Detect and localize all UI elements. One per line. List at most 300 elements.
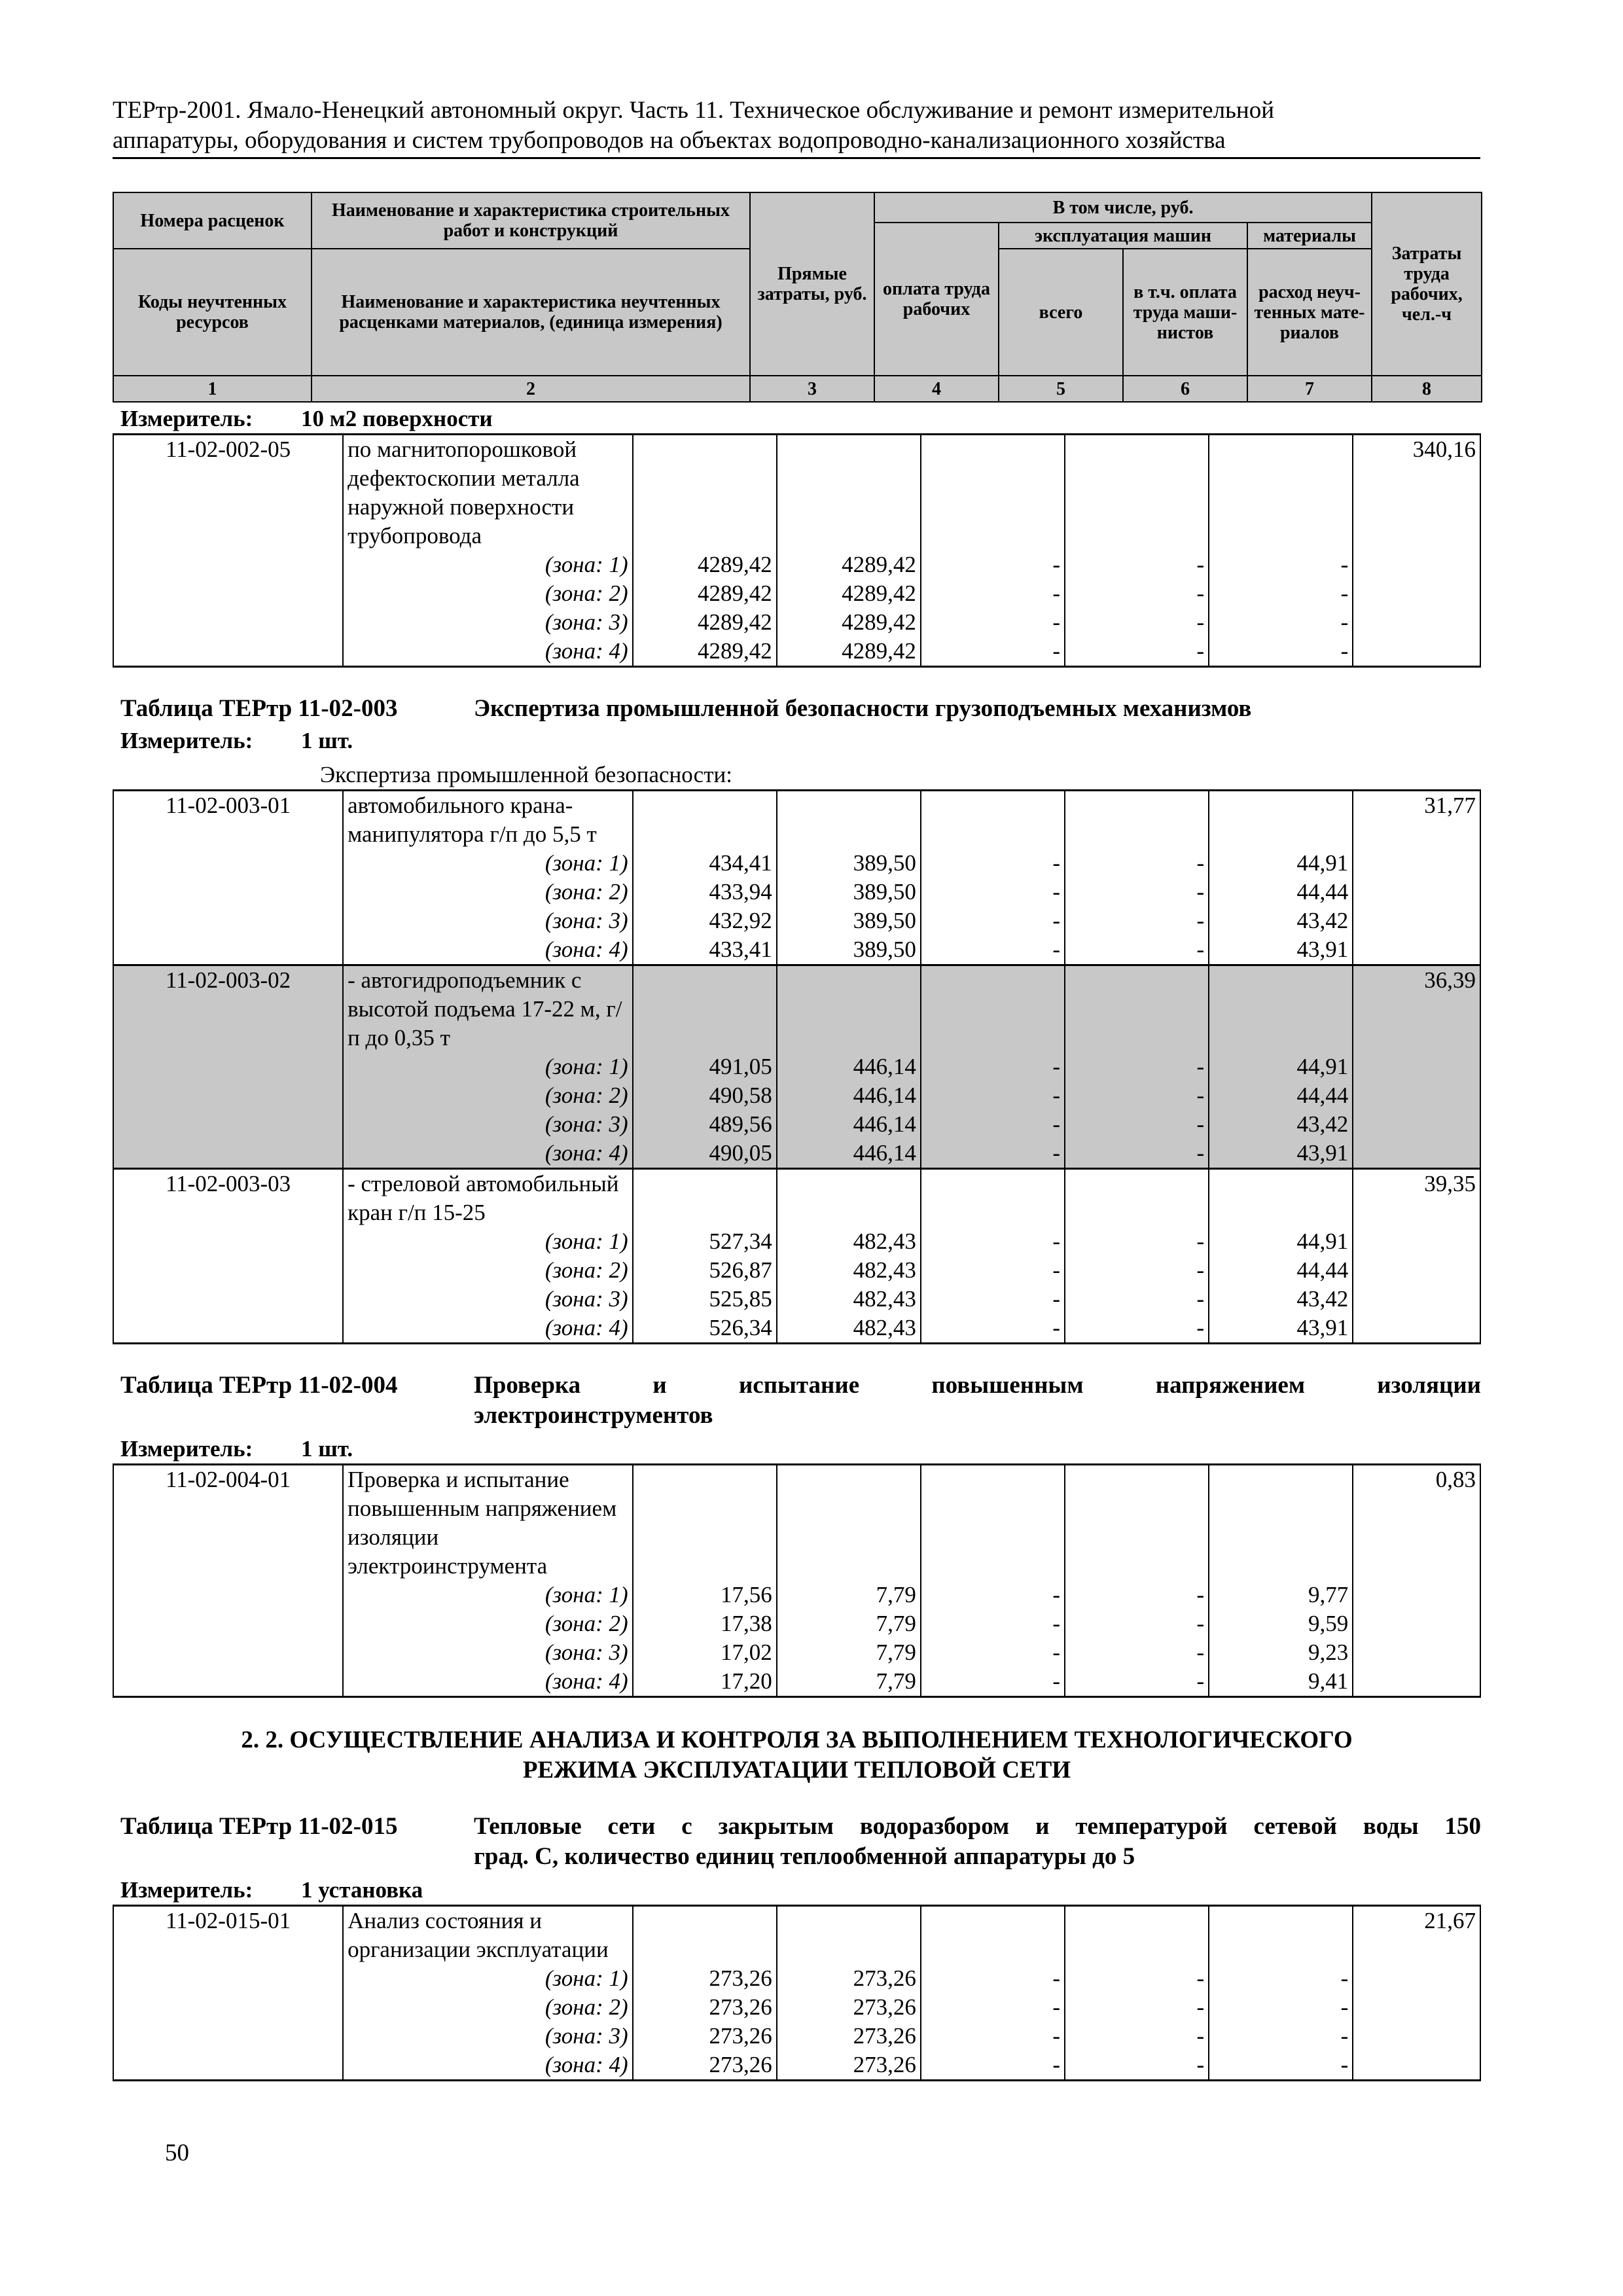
col-2-bottom: Наименование и характеристика неучтенных расценками материалов, (единица измерения) [312, 249, 750, 376]
direct-cost: 490,58 [633, 1081, 777, 1110]
empty-cell [113, 1964, 343, 1993]
measure-line [113, 404, 1481, 433]
machinist-pay: - [1065, 637, 1209, 667]
zone-row [113, 579, 1480, 608]
materials-cost: - [1209, 1993, 1353, 2022]
materials-cost: 43,91 [1209, 935, 1353, 965]
zone-label: (зона: 1) [343, 550, 633, 579]
empty-cell [113, 1227, 343, 1256]
worker-pay: 273,26 [777, 1964, 921, 1993]
materials-cost: 44,44 [1209, 878, 1353, 906]
empty-cell [1065, 435, 1209, 551]
empty-cell [1353, 1081, 1480, 1110]
materials-cost: - [1209, 1964, 1353, 1993]
empty-cell [633, 965, 777, 1053]
rate-row [113, 1465, 1480, 1581]
machines-total: - [921, 2022, 1065, 2051]
zone-label: (зона: 4) [343, 1139, 633, 1169]
zone-label: (зона: 2) [343, 878, 633, 906]
labor-hours: 39,35 [1353, 1169, 1480, 1228]
machines-total: - [921, 1964, 1065, 1993]
measure-value: 10 м2 поверхности [301, 406, 493, 431]
empty-cell [113, 550, 343, 579]
materials-cost: - [1209, 2051, 1353, 2081]
machines-total: - [921, 608, 1065, 637]
empty-cell [921, 1465, 1065, 1581]
machines-total: - [921, 637, 1065, 667]
machinist-pay: - [1065, 1227, 1209, 1256]
empty-cell [1065, 791, 1209, 850]
worker-pay: 446,14 [777, 1110, 921, 1139]
worker-pay: 4289,42 [777, 637, 921, 667]
machinist-pay: - [1065, 1110, 1209, 1139]
direct-cost: 17,02 [633, 1638, 777, 1667]
empty-cell [113, 1609, 343, 1638]
zone-row [113, 637, 1480, 667]
machinist-pay: - [1065, 1139, 1209, 1169]
zone-label: (зона: 1) [343, 849, 633, 878]
rates-table [113, 789, 1481, 1344]
worker-pay: 273,26 [777, 2051, 921, 2081]
column-header-table [113, 192, 1482, 403]
empty-cell [113, 1667, 343, 1697]
worker-pay: 389,50 [777, 935, 921, 965]
direct-cost: 526,87 [633, 1256, 777, 1285]
worker-pay: 7,79 [777, 1667, 921, 1697]
direct-cost: 525,85 [633, 1285, 777, 1314]
materials-cost: 9,23 [1209, 1638, 1353, 1667]
rate-row [113, 965, 1480, 1053]
empty-cell [1209, 1169, 1353, 1228]
empty-cell [777, 435, 921, 551]
table-number: Таблица ТЕРтр 11-02-015 [120, 1813, 398, 1840]
direct-cost: 273,26 [633, 2051, 777, 2081]
empty-cell [921, 1906, 1065, 1965]
rate-code: 11-02-003-03 [113, 1169, 343, 1228]
machines-total: - [921, 1052, 1065, 1081]
worker-pay: 4289,42 [777, 579, 921, 608]
worker-pay: 389,50 [777, 849, 921, 878]
machines-total: - [921, 906, 1065, 935]
zone-label: (зона: 4) [343, 1667, 633, 1697]
zone-label: (зона: 2) [343, 1256, 633, 1285]
empty-cell [1353, 1638, 1480, 1667]
measure-value: 1 установка [301, 1877, 423, 1903]
table-title [113, 694, 1481, 724]
zone-row [113, 1052, 1480, 1081]
table-title-text [474, 1812, 1481, 1872]
empty-cell [1353, 1581, 1480, 1609]
machines-total: - [921, 878, 1065, 906]
empty-cell [1209, 1906, 1353, 1965]
zone-row [113, 1139, 1480, 1169]
zone-row [113, 849, 1480, 878]
machinist-pay: - [1065, 2022, 1209, 2051]
machinist-pay: - [1065, 2051, 1209, 2081]
direct-cost: 17,38 [633, 1609, 777, 1638]
zone-row [113, 550, 1480, 579]
empty-cell [1209, 435, 1353, 551]
empty-cell [1353, 608, 1480, 637]
empty-cell [1353, 1667, 1480, 1697]
empty-cell [1353, 1993, 1480, 2022]
col-6-header: в т.ч. оплата труда маши- нистов [1123, 249, 1247, 376]
direct-cost: 491,05 [633, 1052, 777, 1081]
empty-cell [1353, 637, 1480, 667]
materials-cost: 9,77 [1209, 1581, 1353, 1609]
worker-pay: 273,26 [777, 1993, 921, 2022]
direct-cost: 432,92 [633, 906, 777, 935]
empty-cell [777, 791, 921, 850]
zone-row [113, 1964, 1480, 1993]
machines-total: - [921, 1139, 1065, 1169]
zone-label: (зона: 3) [343, 1285, 633, 1314]
labor-hours: 36,39 [1353, 965, 1480, 1053]
zone-row [113, 1256, 1480, 1285]
zone-label: (зона: 2) [343, 1081, 633, 1110]
zone-row [113, 1993, 1480, 2022]
table-title-line-2: электроинструментов [474, 1402, 713, 1429]
measure-label: Измеритель: [120, 406, 253, 431]
machinist-pay: - [1065, 550, 1209, 579]
machines-total: - [921, 1609, 1065, 1638]
rate-name: по магнитопорошковой дефектоскопии металла наружной поверхности трубопровода [343, 435, 633, 551]
col-num: 6 [1123, 376, 1247, 402]
table-number: Таблица ТЕРтр 11-02-003 [120, 695, 398, 722]
rate-code: 11-02-015-01 [113, 1906, 343, 1965]
empty-cell [1065, 965, 1209, 1053]
materials-cost: 44,91 [1209, 849, 1353, 878]
worker-pay: 389,50 [777, 878, 921, 906]
zone-label: (зона: 3) [343, 2022, 633, 2051]
measure-value: 1 шт. [301, 728, 353, 753]
worker-pay: 273,26 [777, 2022, 921, 2051]
empty-cell [1065, 1906, 1209, 1965]
machinist-pay: - [1065, 1581, 1209, 1609]
empty-cell [1209, 1465, 1353, 1581]
zone-row [113, 906, 1480, 935]
machinist-pay: - [1065, 1052, 1209, 1081]
machines-total: - [921, 1110, 1065, 1139]
empty-cell [113, 637, 343, 667]
machinist-pay: - [1065, 1609, 1209, 1638]
col-8-header: Затраты труда рабочих, чел.-ч [1372, 192, 1482, 376]
zone-label: (зона: 3) [343, 1638, 633, 1667]
machinist-pay: - [1065, 1256, 1209, 1285]
col-1-top: Номера расценок [113, 192, 312, 249]
zone-row [113, 1081, 1480, 1110]
zone-label: (зона: 2) [343, 1609, 633, 1638]
col-5-header: всего [999, 249, 1123, 376]
empty-cell [921, 1169, 1065, 1228]
col-group-header: В том числе, руб. [874, 192, 1372, 223]
materials-cost: - [1209, 579, 1353, 608]
empty-cell [113, 1139, 343, 1169]
worker-pay: 446,14 [777, 1081, 921, 1110]
empty-cell [113, 1081, 343, 1110]
col-3-header: Прямые затраты, руб. [750, 192, 874, 376]
direct-cost: 17,56 [633, 1581, 777, 1609]
empty-cell [1353, 1256, 1480, 1285]
measure-line [113, 726, 1481, 755]
rate-row [113, 435, 1480, 551]
machines-total: - [921, 1285, 1065, 1314]
machinist-pay: - [1065, 935, 1209, 965]
content [113, 404, 1481, 2081]
zone-label: (зона: 2) [343, 1993, 633, 2022]
page-number: 50 [165, 2140, 189, 2166]
zone-row [113, 1638, 1480, 1667]
empty-cell [777, 965, 921, 1053]
direct-cost: 4289,42 [633, 637, 777, 667]
materials-cost: - [1209, 550, 1353, 579]
materials-cost: - [1209, 2022, 1353, 2051]
empty-cell [113, 1993, 343, 2022]
zone-label: (зона: 3) [343, 906, 633, 935]
empty-cell [1353, 1964, 1480, 1993]
rates-table [113, 1905, 1481, 2081]
empty-cell [113, 1581, 343, 1609]
empty-cell [113, 878, 343, 906]
table-title-text: Экспертиза промышленной безопасности грузоподъемных механизмов [474, 695, 1252, 722]
empty-cell [1353, 550, 1480, 579]
rate-name: Анализ состояния и организации эксплуатации [343, 1906, 633, 1965]
worker-pay: 7,79 [777, 1638, 921, 1667]
machines-total: - [921, 1667, 1065, 1697]
zone-row [113, 1227, 1480, 1256]
materials-cost: - [1209, 608, 1353, 637]
empty-cell [1353, 1139, 1480, 1169]
empty-cell [1209, 965, 1353, 1053]
empty-cell [113, 579, 343, 608]
worker-pay: 7,79 [777, 1609, 921, 1638]
direct-cost: 4289,42 [633, 550, 777, 579]
empty-cell [113, 849, 343, 878]
machines-header: эксплуатация машин [999, 223, 1247, 249]
zone-label: (зона: 1) [343, 1227, 633, 1256]
machinist-pay: - [1065, 1993, 1209, 2022]
zone-label: (зона: 4) [343, 637, 633, 667]
rate-row [113, 791, 1480, 850]
direct-cost: 4289,42 [633, 608, 777, 637]
section-title-line-2: РЕЖИМА ЭКСПЛУАТАЦИИ ТЕПЛОВОЙ СЕТИ [522, 1757, 1071, 1784]
machinist-pay: - [1065, 1638, 1209, 1667]
header-line-2: аппаратуры, оборудования и систем трубопроводов на объектах водопроводно-канализационного хозяйства [113, 127, 1226, 154]
machinist-pay: - [1065, 878, 1209, 906]
machinist-pay: - [1065, 1081, 1209, 1110]
section-title [113, 1725, 1481, 1785]
rate-name: - стреловой автомобильный кран г/п 15-25 [343, 1169, 633, 1228]
empty-cell [1353, 1052, 1480, 1081]
zone-label: (зона: 4) [343, 1314, 633, 1344]
worker-pay: 482,43 [777, 1314, 921, 1344]
group-caption: Экспертиза промышленной безопасности: [320, 762, 732, 787]
col-num: 5 [999, 376, 1123, 402]
machines-total: - [921, 1227, 1065, 1256]
table-title-line-1: Проверка и испытание повышенным напряжением изоляции [474, 1372, 1481, 1399]
materials-header: материалы [1247, 223, 1372, 249]
rate-name: - автогидроподъемник с высотой подъема 17-22 м, г/п до 0,35 т [343, 965, 633, 1053]
machines-total: - [921, 579, 1065, 608]
machines-total: - [921, 935, 1065, 965]
table-title [113, 1371, 1481, 1431]
table-title-text [474, 1371, 1481, 1431]
machines-total: - [921, 550, 1065, 579]
header-line-1: ТЕРтр-2001. Ямало-Ненецкий автономный округ. Часть 11. Техническое обслуживание и ремонт измерительной [113, 97, 1275, 124]
zone-row [113, 1285, 1480, 1314]
zone-label: (зона: 1) [343, 1052, 633, 1081]
direct-cost: 526,34 [633, 1314, 777, 1344]
direct-cost: 4289,42 [633, 579, 777, 608]
empty-cell [1353, 1285, 1480, 1314]
empty-cell [113, 906, 343, 935]
zone-row [113, 878, 1480, 906]
labor-hours: 0,83 [1353, 1465, 1480, 1581]
col-num: 2 [312, 376, 750, 402]
rate-name: автомобильного крана-манипулятора г/п до 5,5 т [343, 791, 633, 850]
col-2-top: Наименование и характеристика строительных работ и конструкций [312, 192, 750, 249]
zone-row [113, 2051, 1480, 2081]
zone-label: (зона: 2) [343, 579, 633, 608]
machinist-pay: - [1065, 906, 1209, 935]
empty-cell [1353, 579, 1480, 608]
materials-cost: 43,42 [1209, 1110, 1353, 1139]
table-number: Таблица ТЕРтр 11-02-004 [120, 1372, 398, 1399]
rates-table [113, 433, 1481, 668]
direct-cost: 273,26 [633, 1993, 777, 2022]
worker-pay: 482,43 [777, 1285, 921, 1314]
worker-pay: 4289,42 [777, 608, 921, 637]
empty-cell [921, 791, 1065, 850]
empty-cell [113, 2022, 343, 2051]
materials-cost: 44,44 [1209, 1256, 1353, 1285]
empty-cell [113, 1052, 343, 1081]
empty-cell [113, 935, 343, 965]
empty-cell [633, 791, 777, 850]
empty-cell [1353, 849, 1480, 878]
zone-row [113, 1609, 1480, 1638]
zone-label: (зона: 4) [343, 935, 633, 965]
empty-cell [921, 435, 1065, 551]
machinist-pay: - [1065, 849, 1209, 878]
direct-cost: 433,41 [633, 935, 777, 965]
empty-cell [633, 1906, 777, 1965]
labor-hours: 340,16 [1353, 435, 1480, 551]
empty-cell [113, 1638, 343, 1667]
labor-hours: 21,67 [1353, 1906, 1480, 1965]
empty-cell [1353, 2051, 1480, 2081]
materials-cost: 44,91 [1209, 1227, 1353, 1256]
empty-cell [1209, 791, 1353, 850]
machines-total: - [921, 1081, 1065, 1110]
zone-label: (зона: 1) [343, 1964, 633, 1993]
table-title-line-2: град. С, количество единиц теплообменной аппаратуры до 5 [474, 1843, 1135, 1870]
worker-pay: 4289,42 [777, 550, 921, 579]
direct-cost: 273,26 [633, 1964, 777, 1993]
rate-row [113, 1169, 1480, 1228]
materials-cost: 43,42 [1209, 1285, 1353, 1314]
materials-cost: 9,41 [1209, 1667, 1353, 1697]
col-4-header: оплата труда рабочих [874, 223, 999, 376]
measure-value: 1 шт. [301, 1436, 353, 1462]
machinist-pay: - [1065, 1667, 1209, 1697]
table-title-line-1: Тепловые сети с закрытым водоразбором и температурой сетевой воды 150 [474, 1813, 1481, 1840]
zone-row [113, 1581, 1480, 1609]
direct-cost: 490,05 [633, 1139, 777, 1169]
zone-row [113, 1667, 1480, 1697]
running-header [113, 96, 1480, 159]
empty-cell [1065, 1465, 1209, 1581]
col-num: 1 [113, 376, 312, 402]
empty-cell [113, 1314, 343, 1344]
empty-cell [1065, 1169, 1209, 1228]
machines-total: - [921, 1581, 1065, 1609]
rate-code: 11-02-003-01 [113, 791, 343, 850]
materials-cost: 43,42 [1209, 906, 1353, 935]
measure-line [113, 1876, 1481, 1905]
rate-code: 11-02-004-01 [113, 1465, 343, 1581]
worker-pay: 482,43 [777, 1227, 921, 1256]
measure-label: Измеритель: [120, 728, 253, 753]
worker-pay: 7,79 [777, 1581, 921, 1609]
machinist-pay: - [1065, 1964, 1209, 1993]
empty-cell [113, 1285, 343, 1314]
measure-label: Измеритель: [120, 1877, 253, 1903]
empty-cell [921, 965, 1065, 1053]
empty-cell [1353, 878, 1480, 906]
col-7-header: расход неуч- тенных мате- риалов [1247, 249, 1372, 376]
zone-row [113, 1110, 1480, 1139]
materials-cost: 44,44 [1209, 1081, 1353, 1110]
machines-total: - [921, 2051, 1065, 2081]
direct-cost: 527,34 [633, 1227, 777, 1256]
col-1-bottom: Коды неучтенных ресурсов [113, 249, 312, 376]
zone-row [113, 1314, 1480, 1344]
machines-total: - [921, 849, 1065, 878]
rates-table [113, 1463, 1481, 1698]
machines-total: - [921, 1638, 1065, 1667]
machines-total: - [921, 1314, 1065, 1344]
col-num: 3 [750, 376, 874, 402]
section-title-line-1: 2. 2. ОСУЩЕСТВЛЕНИЕ АНАЛИЗА И КОНТРОЛЯ ЗА ВЫПОЛНЕНИЕМ ТЕХНОЛОГИЧЕСКОГО [241, 1727, 1353, 1753]
empty-cell [113, 1110, 343, 1139]
labor-hours: 31,77 [1353, 791, 1480, 850]
machinist-pay: - [1065, 1285, 1209, 1314]
col-num: 7 [1247, 376, 1372, 402]
direct-cost: 273,26 [633, 2022, 777, 2051]
machinist-pay: - [1065, 608, 1209, 637]
table-title [113, 1812, 1481, 1872]
machinist-pay: - [1065, 1314, 1209, 1344]
rate-code: 11-02-002-05 [113, 435, 343, 551]
direct-cost: 434,41 [633, 849, 777, 878]
empty-cell [1353, 1609, 1480, 1638]
empty-cell [113, 1256, 343, 1285]
empty-cell [1353, 1314, 1480, 1344]
rate-name: Проверка и испытание повышенным напряжением изоляции электроинструмента [343, 1465, 633, 1581]
measure-line [113, 1435, 1481, 1463]
direct-cost: 433,94 [633, 878, 777, 906]
empty-cell [1353, 906, 1480, 935]
empty-cell [777, 1169, 921, 1228]
empty-cell [777, 1465, 921, 1581]
empty-cell [1353, 2022, 1480, 2051]
empty-cell [1353, 935, 1480, 965]
empty-cell [633, 435, 777, 551]
direct-cost: 489,56 [633, 1110, 777, 1139]
machines-total: - [921, 1256, 1065, 1285]
zone-row [113, 608, 1480, 637]
